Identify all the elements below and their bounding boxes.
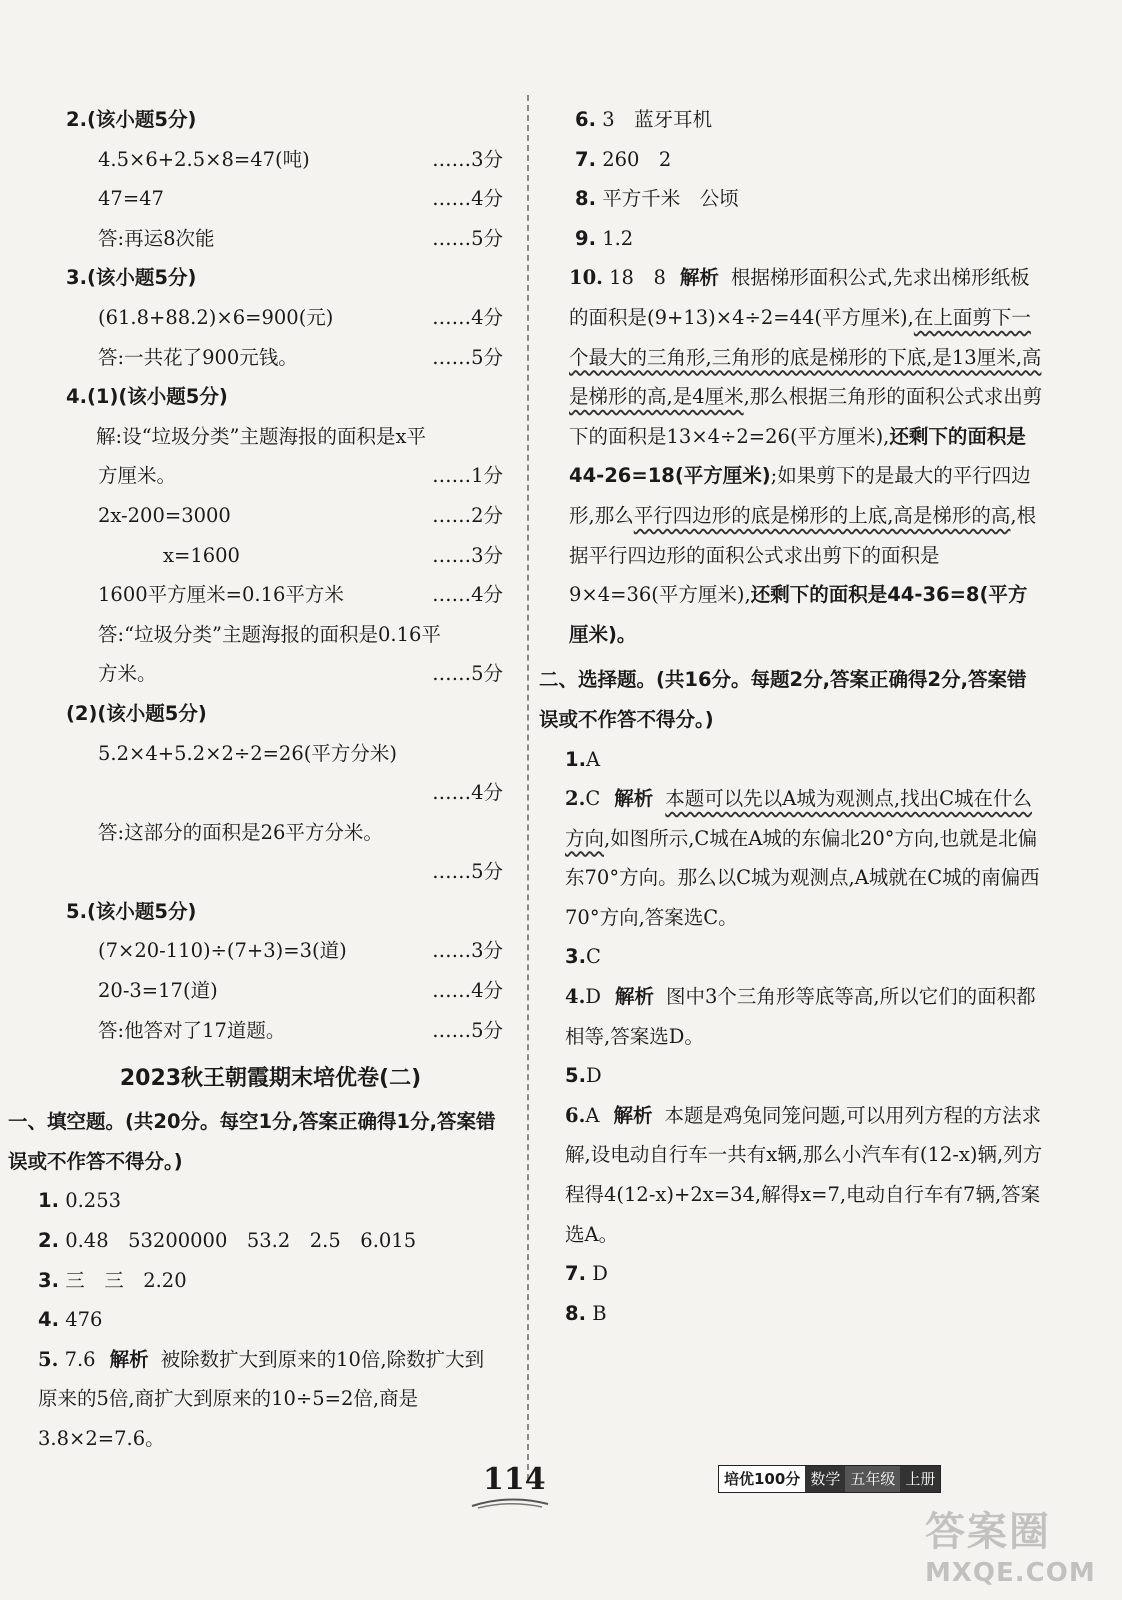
q4-score-8: ……4分 xyxy=(432,781,503,805)
analysis-tag: 解析 xyxy=(615,985,655,1009)
fill-answer-4: 4. 476 xyxy=(38,1308,103,1332)
fill-answer-5: 5. 7.6 解析 被除数扩大到原来的10倍,除数扩大到原来的5倍,商扩大到原来的10÷5=2倍,商是3.8×2=7.6。 xyxy=(38,1347,485,1450)
q4-line-6: 答:“垃圾分类”主题海报的面积是0.16平 xyxy=(98,622,441,646)
choice-answer-5: 5.D xyxy=(565,1064,602,1088)
swoosh-ornament-icon xyxy=(470,1496,550,1510)
q5-head: 5.(该小题5分) xyxy=(66,899,197,923)
q4-head: 4.(1)(该小题5分) xyxy=(66,385,228,409)
watermark-logo: 答案圈 MXQE.COM xyxy=(925,1509,1096,1588)
q4-line-1: 解:设“垃圾分类”主题海报的面积是x平 xyxy=(96,424,427,448)
badge-volume: 上册 xyxy=(900,1466,940,1492)
column-divider xyxy=(527,95,529,1480)
fill-answer-6: 6. 3 蓝牙耳机 xyxy=(575,108,713,131)
choice-answer-3: 3.C xyxy=(565,945,601,969)
q4-line-9: 答:这部分的面积是26平方分米。 xyxy=(98,820,383,844)
choice-answer-8: 8. B xyxy=(565,1301,607,1325)
q4-score-9: ……5分 xyxy=(432,860,503,884)
part1-heading: 一、填空题。(共20分。每空1分,答案正确得1分,答案错误或不作答不得分。) xyxy=(8,1110,496,1173)
q4-line-7: 方米。 ……5分 xyxy=(98,662,503,686)
part2-heading: 二、选择题。(共16分。每题2分,答案正确得2分,答案错误或不作答不得分。) xyxy=(539,668,1027,731)
q3-line-1: (61.8+88.2)×6=900(元) ……4分 xyxy=(98,305,503,329)
fill-answer-8: 8. 平方千米 公顷 xyxy=(575,187,739,211)
fill-answer-7: 7. 260 2 xyxy=(575,147,672,171)
badge-subject: 数学 xyxy=(805,1466,845,1492)
q4-line-4: x=1600 ……3分 xyxy=(163,543,503,567)
fill-answer-3: 3. 三 三 2.20 xyxy=(38,1268,187,1292)
analysis-tag: 解析 xyxy=(613,1103,653,1127)
q4-line-3: 2x-200=3000 ……2分 xyxy=(98,503,503,527)
choice-answer-7: 7. D xyxy=(565,1262,608,1286)
q5-line-1: (7×20-110)÷(7+3)=3(道) ……3分 xyxy=(98,939,503,963)
choice-answer-4: 4.D 解析 图中3个三角形等底等高,所以它们的面积都相等,答案选D。 xyxy=(565,985,1036,1048)
choice-answer-6: 6.A 解析 本题是鸡兔同笼问题,可以用列方程的方法求解,设电动自行车一共有x辆,那么小汽车有(12-x)辆,列方程得4(12-x)+2x=34,解得x=7,电动自行车有7辆,答案选A。 xyxy=(565,1103,1043,1246)
page-number: 114 xyxy=(483,1462,546,1497)
fill-answer-1: 1. 0.253 xyxy=(38,1189,122,1213)
q2-line-1: 4.5×6+2.5×8=47(吨) ……3分 xyxy=(98,147,503,171)
q2-line-2: 47=47 ……4分 xyxy=(98,187,503,211)
choice-answer-1: 1.A xyxy=(565,747,601,771)
book-badge xyxy=(718,1465,941,1493)
fill-answer-9: 9. 1.2 xyxy=(575,226,634,250)
badge-grade: 五年级 xyxy=(845,1466,900,1492)
q5-line-2: 20-3=17(道) ……4分 xyxy=(98,979,503,1003)
q2-line-3: 答:再运8次能 ……5分 xyxy=(98,226,503,250)
q3-head: 3.(该小题5分) xyxy=(66,266,197,290)
analysis-tag: 解析 xyxy=(614,787,654,811)
choice-answer-2: 2.C 解析 本题可以先以A城为观测点,找出C城在什么方向,如图所示,C城在A城的东偏北20°方向,也就是北偏东70°方向。那么以C城为观测点,A城就在C城的南偏西70°方向,答案选C。 xyxy=(565,787,1040,929)
fill-answer-2: 2. 0.48 53200000 53.2 2.5 6.015 xyxy=(38,1229,417,1253)
badge-brand: 培优100分 xyxy=(719,1466,805,1492)
q3-line-2: 答:一共花了900元钱。 ……5分 xyxy=(98,345,503,369)
q4-line-2: 方厘米。 ……1分 xyxy=(98,464,503,488)
q4-line-5: 1600平方厘米=0.16平方米 ……4分 xyxy=(98,583,503,607)
q4-sub2-head: (2)(该小题5分) xyxy=(66,701,207,725)
fill-answer-10: 10. 18 8 解析 根据梯形面积公式,先求出梯形纸板的面积是(9+13)×4÷2=44(平方厘米),在上面剪下一个最大的三角形,三角形的底是梯形的下底,是13厘米,高是梯形的高,是4厘米,那么根据三角形的面积公式求出剪下的面积是13×4÷2=26(平方厘米),还剩下的面积是44-26=18(平方厘米);如果剪下的是最大的平行四边形,那么平行四边形的底是梯形的上底,高是梯形的高,根据平行四边形的面积公式求出剪下的面积是9×4=36(平方厘米),还剩下的面积是44-36=8(平方厘米)。 xyxy=(569,266,1043,646)
q4-line-8: 5.2×4+5.2×2÷2=26(平方分米) xyxy=(98,741,397,765)
left-column xyxy=(8,100,503,1459)
right-column xyxy=(539,100,1045,1333)
q5-line-3: 答:他答对了17道题。 ……5分 xyxy=(98,1018,503,1042)
q2-head: 2.(该小题5分) xyxy=(66,108,197,131)
analysis-tag: 解析 xyxy=(679,266,719,290)
analysis-tag: 解析 xyxy=(109,1347,149,1371)
section-title: 2023秋王朝霞期末培优卷(二) xyxy=(119,1066,422,1092)
